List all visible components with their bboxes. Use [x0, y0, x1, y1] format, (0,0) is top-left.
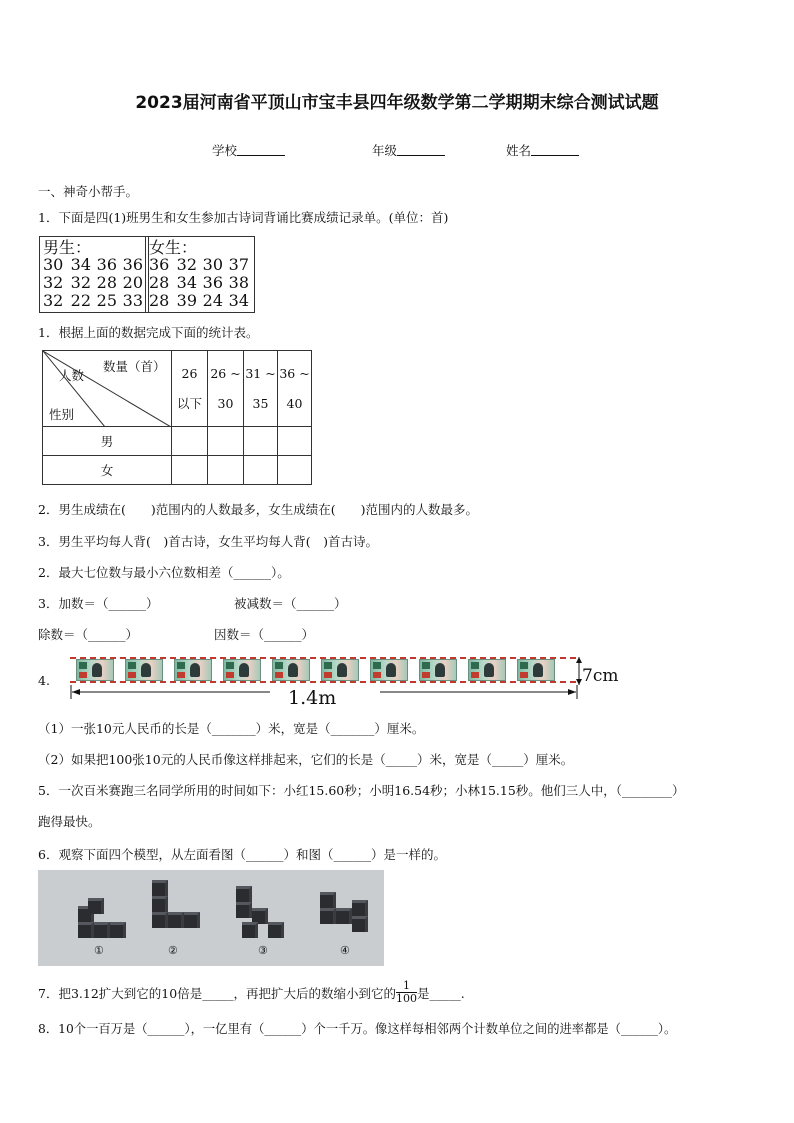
cube	[268, 922, 284, 938]
cube	[320, 892, 336, 908]
diag-top-label: 数量（首）	[103, 359, 166, 374]
stats-table	[42, 350, 312, 485]
model-label: ④	[340, 944, 350, 957]
question-2: 2．最大七位数与最小六位数相差（______）。	[38, 565, 290, 580]
banknote-image	[76, 659, 114, 681]
cube	[78, 922, 94, 938]
question-5-cont: 跑得最快。	[38, 814, 101, 829]
length-label: 1.4m	[288, 687, 337, 709]
diag-mid-label: 人数	[59, 368, 85, 383]
school-field: 学校	[212, 141, 285, 159]
diag-bottom-label: 性别	[49, 407, 75, 422]
banknote-image	[517, 659, 555, 681]
question-3-addend: 3．加数＝（______）	[38, 596, 159, 611]
fraction-numerator: 1	[396, 980, 417, 993]
question-6: 6．观察下面四个模型，从左面看图（______）和图（______）是一样的。	[38, 847, 446, 862]
boys-label: 男生：	[43, 238, 92, 257]
row-label-girls: 女	[43, 456, 172, 485]
cube	[352, 916, 368, 932]
banknote-image	[468, 659, 506, 681]
row-label-boys: 男	[43, 427, 172, 456]
score-row: 28 34 36 38	[149, 273, 249, 292]
blank-cell	[278, 427, 312, 456]
cube	[152, 912, 168, 928]
cube	[236, 902, 252, 918]
banknote-image	[174, 659, 212, 681]
question-4-number: 4.	[38, 673, 50, 688]
col-header: 26 ~ 30	[208, 351, 244, 427]
grade-field: 年级	[372, 141, 445, 159]
question-3-divisor: 除数＝（______）	[38, 627, 139, 642]
blank-cell	[172, 456, 208, 485]
banknote-image	[419, 659, 457, 681]
banknote-image	[272, 659, 310, 681]
score-row: 32 22 25 33	[43, 291, 143, 310]
diagonal-header-cell	[43, 351, 172, 427]
girls-score-box	[145, 236, 255, 313]
question-4-1: （1）一张10元人民币的长是（_______）米，宽是（_______）厘米。	[38, 721, 425, 736]
blank-cell	[172, 427, 208, 456]
page-title: 2023届河南省平顶山市宝丰县四年级数学第二学期期末综合测试试题	[135, 93, 659, 113]
question-1-2: 2．男生成绩在( )范围内的人数最多，女生成绩在( )范围内的人数最多。	[38, 502, 478, 517]
banknote-image	[125, 659, 163, 681]
banknote-row	[70, 657, 576, 683]
question-3-minuend: 被减数＝（______）	[234, 596, 347, 611]
question-4-2: （2）如果把100张10元的人民币像这样排起来，它们的长是（_____）米，宽是（_____）厘米。	[38, 752, 574, 767]
question-1: 1．下面是四(1)班男生和女生参加古诗词背诵比赛成绩记录单。(单位：首)	[38, 210, 449, 225]
fraction	[396, 980, 417, 1005]
col-header: 31 ~ 35	[244, 351, 278, 427]
blank-cell	[208, 427, 244, 456]
cube	[352, 900, 368, 916]
banknote-image	[370, 659, 408, 681]
score-row: 28 39 24 34	[149, 291, 249, 310]
score-row: 32 32 28 20	[43, 273, 143, 292]
question-1-1: 1．根据上面的数据完成下面的统计表。	[38, 325, 259, 340]
cube	[152, 880, 168, 896]
girls-label: 女生：	[149, 238, 198, 257]
cube	[236, 886, 252, 902]
cube	[242, 922, 258, 938]
banknote-image	[321, 659, 359, 681]
fraction-denominator: 100	[395, 992, 417, 1005]
score-row: 30 34 36 36	[43, 255, 143, 274]
blank-cell	[208, 456, 244, 485]
score-row: 36 32 30 37	[149, 255, 249, 274]
cube	[88, 898, 104, 914]
model-label: ①	[94, 944, 104, 957]
section-heading: 一、神奇小帮手。	[38, 184, 139, 199]
model-label: ③	[258, 944, 268, 957]
cube	[110, 922, 126, 938]
question-1-3: 3．男生平均每人背( )首古诗，女生平均每人背( )首古诗。	[38, 534, 378, 549]
cube-models-image	[38, 870, 384, 966]
question-7-tail: 是_____.	[416, 985, 465, 1001]
col-header: 36 ~ 40	[278, 351, 312, 427]
blank-cell	[244, 427, 278, 456]
cube	[94, 922, 110, 938]
question-8: 8．10个一百万是（______），一亿里有（______）个一千万。像这样每相邻两个计数单位之间的进率都是（______）。	[38, 1022, 677, 1036]
cube	[336, 908, 352, 924]
cube	[168, 912, 184, 928]
width-label: 7cm	[582, 666, 619, 686]
cube	[184, 912, 200, 928]
blank-cell	[244, 456, 278, 485]
cube	[320, 908, 336, 924]
name-field: 姓名	[506, 141, 579, 159]
col-header: 26 以下	[172, 351, 208, 427]
boys-score-box	[39, 236, 149, 313]
banknote-image	[223, 659, 261, 681]
model-label: ②	[168, 944, 178, 957]
blank-cell	[278, 456, 312, 485]
question-7	[38, 980, 465, 1005]
question-3-factor: 因数＝（______）	[214, 627, 315, 642]
question-7-text: 7．把3.12扩大到它的10倍是_____，再把扩大后的数缩小到它的	[38, 985, 396, 1001]
question-5: 5．一次百米赛跑三名同学所用的时间如下：小红15.60秒；小明16.54秒；小林15.15秒。他们三人中，（________）	[38, 783, 685, 798]
cube	[152, 896, 168, 912]
